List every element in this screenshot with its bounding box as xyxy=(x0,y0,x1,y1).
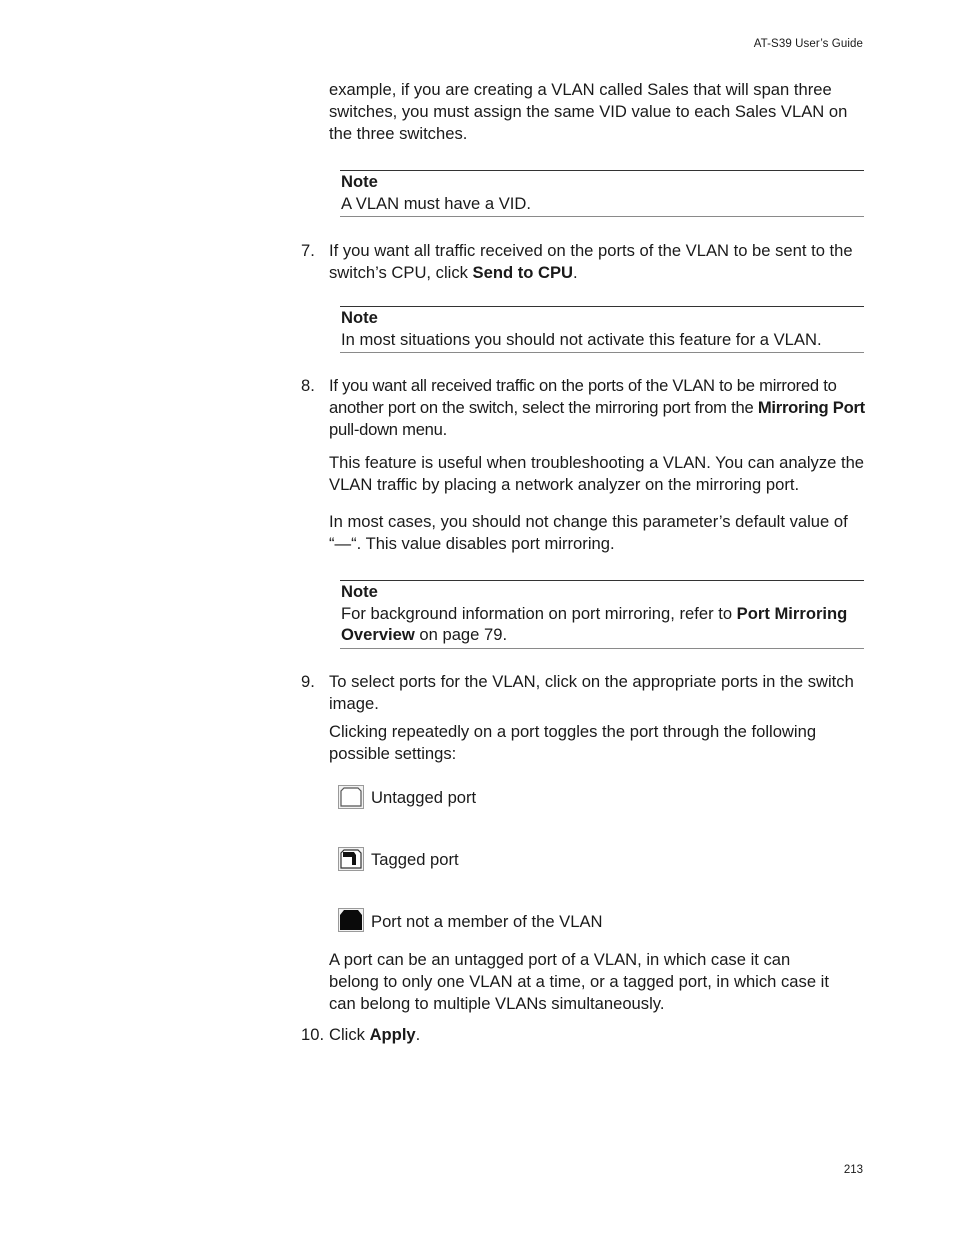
step-9-paragraph-3: A port can be an untagged port of a VLAN, in which case it can belong to only one VLAN at a time, or a tagged port, in which case it can belong to multiple VLANs simultaneously. xyxy=(329,950,829,1013)
note-3-pre: For background information on port mirroring, refer to xyxy=(341,603,737,623)
note-3-post: on page 79. xyxy=(414,625,508,644)
running-header: AT-S39 User’s Guide xyxy=(753,38,863,50)
untagged-port-label: Untagged port xyxy=(371,788,477,807)
port-mirroring-overview-link[interactable]: Port Mirroring Overview xyxy=(341,603,848,644)
step-7-post: . xyxy=(573,263,578,282)
page-number: 213 xyxy=(843,1164,863,1176)
step-number: 7. xyxy=(301,241,315,260)
mirroring-port-term: Mirroring Port xyxy=(757,398,865,417)
note-cpu xyxy=(340,306,864,353)
step-7-text xyxy=(329,240,869,284)
note-text: A VLAN must have a VID. xyxy=(341,193,531,213)
note-text: In most situations you should not activate this feature for a VLAN. xyxy=(341,329,822,349)
not-member-port-label: Port not a member of the VLAN xyxy=(371,912,603,931)
step-8-post: pull-down menu. xyxy=(329,420,448,439)
step-number: 8. xyxy=(301,376,315,395)
step-10-pre: Click xyxy=(329,1025,370,1044)
step-8-text xyxy=(329,375,869,441)
note-text xyxy=(341,603,864,646)
apply-term: Apply xyxy=(369,1025,416,1044)
intro-paragraph: example, if you are creating a VLAN called Sales that will span three switches, you must assign the same VID value to each Sales VLAN on the three switches. xyxy=(329,80,848,143)
untagged-port-icon xyxy=(338,785,364,809)
step-10-text xyxy=(329,1024,869,1046)
send-to-cpu-term: Send to CPU xyxy=(472,263,574,282)
step-9-paragraph-2: Clicking repeatedly on a port toggles the port through the following possible settings: xyxy=(329,722,817,763)
note-title: Note xyxy=(341,308,378,327)
tagged-port-icon xyxy=(338,847,364,871)
step-9-text: To select ports for the VLAN, click on the appropriate ports in the switch image. xyxy=(329,672,854,713)
tagged-port-label: Tagged port xyxy=(371,850,459,869)
note-vid xyxy=(340,170,864,217)
note-title: Note xyxy=(341,172,378,191)
note-title: Note xyxy=(341,582,378,601)
step-10-post: . xyxy=(415,1025,421,1044)
step-number: 10. xyxy=(301,1025,325,1044)
step-number: 9. xyxy=(301,672,315,691)
step-7-pre: If you want all traffic received on the ports of the VLAN to be sent to the switch’s CPU, click xyxy=(329,241,853,282)
step-8-paragraph-2: This feature is useful when troubleshooting a VLAN. You can analyze the VLAN traffic by placing a network analyzer on the mirroring port. xyxy=(329,453,865,494)
note-mirroring xyxy=(340,580,864,649)
step-8-pre: If you want all received traffic on the ports of the VLAN to be mirrored to another port on the switch, select the mirroring port from the xyxy=(329,376,837,417)
not-member-port-icon xyxy=(338,908,364,932)
step-8-paragraph-3: In most cases, you should not change this parameter’s default value of “—“. This value disables port mirroring. xyxy=(329,512,848,553)
